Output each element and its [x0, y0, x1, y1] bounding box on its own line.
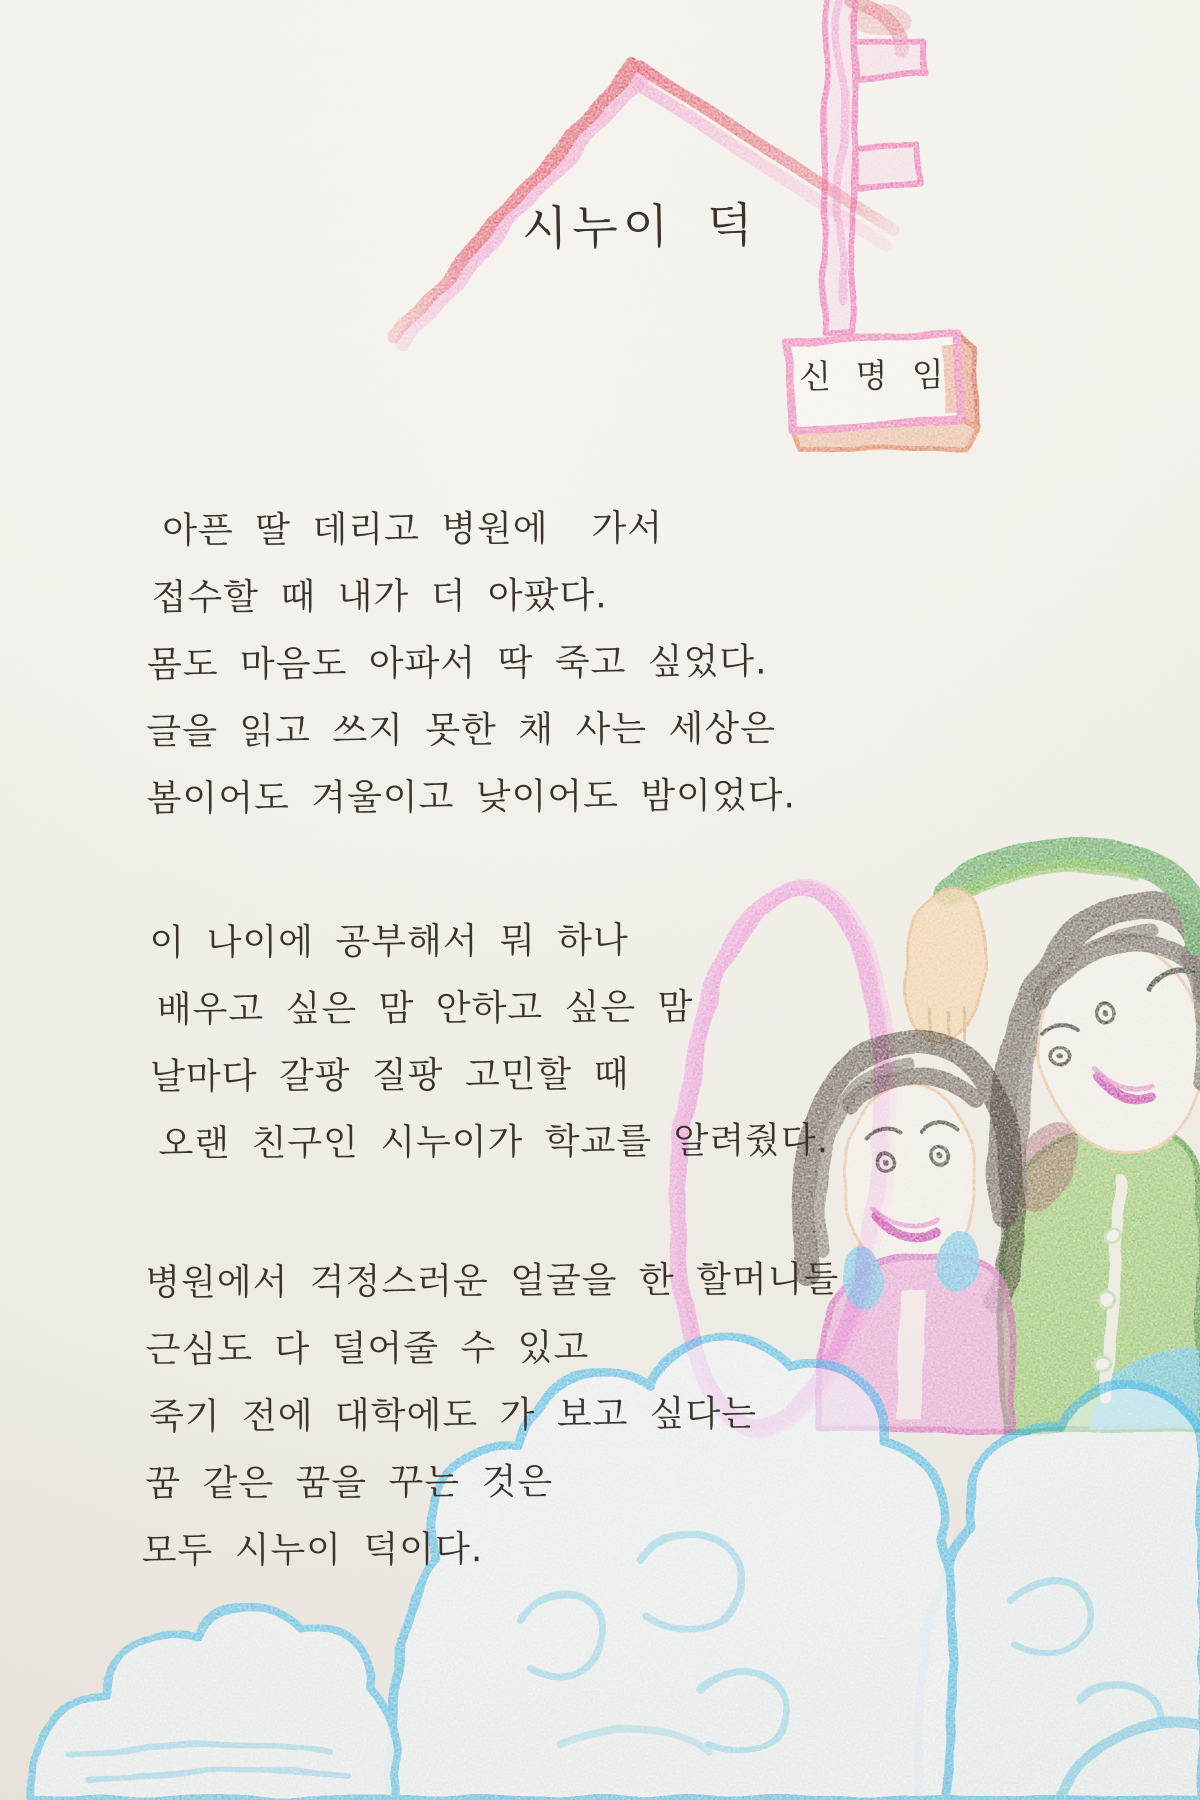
author-name: 신 명 임	[798, 354, 952, 397]
page-title: 시누이 덕	[521, 197, 759, 258]
poem-line: 꿈 같은 꿈을 꾸는 것은	[145, 1461, 554, 1505]
poem-line: 병원에서 걱정스러운 얼굴을 한 할머니들	[145, 1259, 840, 1304]
poem-line: 모두 시누이 덕이다.	[141, 1529, 484, 1572]
poem-line: 글을 읽고 쓰지 못한 채 사는 세상은	[146, 708, 776, 753]
poem-line: 오랜 친구인 시누이가 학교를 알려줬다.	[158, 1120, 830, 1165]
poem-stanza-3	[139, 1246, 841, 1585]
poem-line: 근심도 다 덜어줄 수 있고	[145, 1327, 590, 1371]
poem-line: 봄이어도 겨울이고 낮이어도 밤이었다.	[146, 775, 797, 820]
poem-line: 날마다 갈팡 질팡 고민할 때	[150, 1054, 630, 1098]
poem-line: 배우고 싶은 맘 안하고 싶은 맘	[156, 986, 694, 1031]
poem-line: 접수할 때 내가 더 아팠다.	[151, 575, 608, 619]
poem-line: 이 나이에 공부해서 뭐 하나	[149, 920, 629, 964]
poem-line: 몸도 마음도 아파서 딱 죽고 싶었다.	[146, 641, 768, 686]
poem-line: 아픈 딸 데리고 병원에 가서	[162, 507, 664, 552]
poem-stanza-2	[139, 906, 829, 1178]
poem-stanza-1	[139, 494, 796, 832]
poem-line: 죽기 전에 대학에도 가 보고 싶다는	[148, 1393, 758, 1438]
